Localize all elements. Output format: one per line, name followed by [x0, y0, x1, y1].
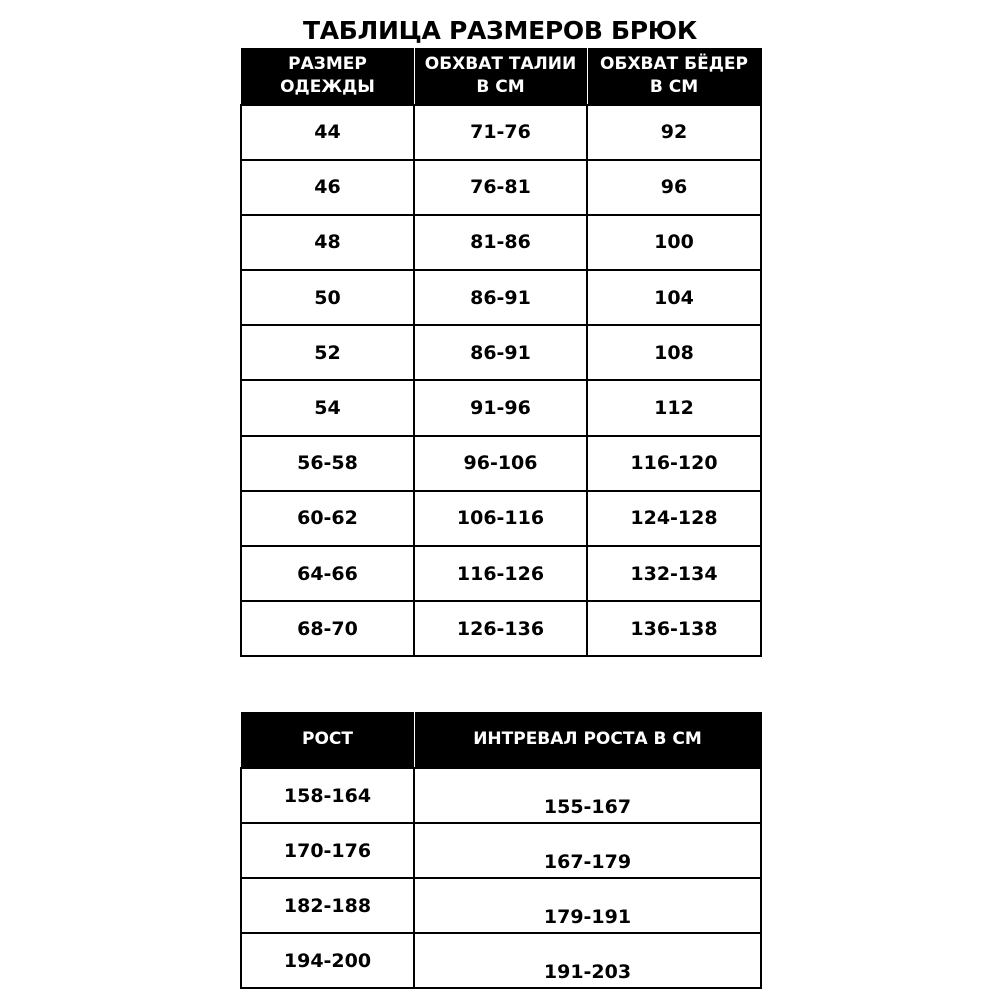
cell-hip-girth: 96 — [587, 160, 761, 215]
cell-waist-girth: 126-136 — [414, 601, 587, 656]
table-row — [241, 933, 761, 988]
table-header-row — [241, 49, 761, 105]
cell-hip-girth: 100 — [587, 215, 761, 270]
cell-height-interval: 167-179 — [414, 823, 761, 878]
height-chart-table — [240, 712, 762, 989]
cell-height-interval: 191-203 — [414, 933, 761, 988]
cell-waist-girth: 86-91 — [414, 325, 587, 380]
cell-hip-girth: 132-134 — [587, 546, 761, 601]
table-header-row — [241, 713, 761, 768]
cell-waist-girth: 91-96 — [414, 380, 587, 435]
size-chart-table — [240, 48, 762, 657]
cell-clothing-size: 64-66 — [241, 546, 414, 601]
table-row — [241, 215, 761, 270]
cell-clothing-size: 44 — [241, 105, 414, 160]
table-row — [241, 325, 761, 380]
cell-clothing-size: 56-58 — [241, 436, 414, 491]
table-row — [241, 601, 761, 656]
table-row — [241, 105, 761, 160]
cell-clothing-size: 68-70 — [241, 601, 414, 656]
cell-hip-girth: 116-120 — [587, 436, 761, 491]
cell-waist-girth: 76-81 — [414, 160, 587, 215]
table-row — [241, 768, 761, 823]
cell-waist-girth: 86-91 — [414, 270, 587, 325]
cell-clothing-size: 48 — [241, 215, 414, 270]
cell-hip-girth: 112 — [587, 380, 761, 435]
table-row — [241, 546, 761, 601]
cell-clothing-size: 54 — [241, 380, 414, 435]
cell-hip-girth: 124-128 — [587, 491, 761, 546]
header-line: В СМ — [476, 77, 525, 98]
cell-waist-girth: 116-126 — [414, 546, 587, 601]
header-height: РОСТ — [241, 713, 414, 768]
cell-hip-girth: 108 — [587, 325, 761, 380]
cell-waist-girth: 81-86 — [414, 215, 587, 270]
table-row — [241, 270, 761, 325]
cell-height-interval: 155-167 — [414, 768, 761, 823]
header-line: ОБХВАТ БЁДЕР — [600, 54, 748, 75]
header-line: ОБХВАТ ТАЛИИ — [424, 54, 577, 75]
page-title: ТАБЛИЦА РАЗМЕРОВ БРЮК — [303, 16, 697, 45]
table-row — [241, 878, 761, 933]
cell-height: 182-188 — [241, 878, 414, 933]
cell-height: 170-176 — [241, 823, 414, 878]
cell-clothing-size: 60-62 — [241, 491, 414, 546]
cell-hip-girth: 92 — [587, 105, 761, 160]
cell-clothing-size: 52 — [241, 325, 414, 380]
cell-waist-girth: 106-116 — [414, 491, 587, 546]
cell-height-interval: 179-191 — [414, 878, 761, 933]
table-row — [241, 823, 761, 878]
table-row — [241, 380, 761, 435]
table-row — [241, 160, 761, 215]
header-clothing-size — [241, 49, 414, 105]
cell-hip-girth: 104 — [587, 270, 761, 325]
cell-clothing-size: 50 — [241, 270, 414, 325]
header-height-interval: ИНТРЕВАЛ РОСТА В СМ — [414, 713, 761, 768]
header-hip-girth — [587, 49, 761, 105]
table-row — [241, 436, 761, 491]
header-waist-girth — [414, 49, 587, 105]
cell-clothing-size: 46 — [241, 160, 414, 215]
cell-height: 158-164 — [241, 768, 414, 823]
header-line: В СМ — [649, 77, 699, 98]
cell-height: 194-200 — [241, 933, 414, 988]
header-line: РАЗМЕР — [288, 54, 367, 75]
table-row — [241, 491, 761, 546]
cell-waist-girth: 71-76 — [414, 105, 587, 160]
cell-hip-girth: 136-138 — [587, 601, 761, 656]
header-line: ОДЕЖДЫ — [280, 77, 375, 98]
cell-waist-girth: 96-106 — [414, 436, 587, 491]
